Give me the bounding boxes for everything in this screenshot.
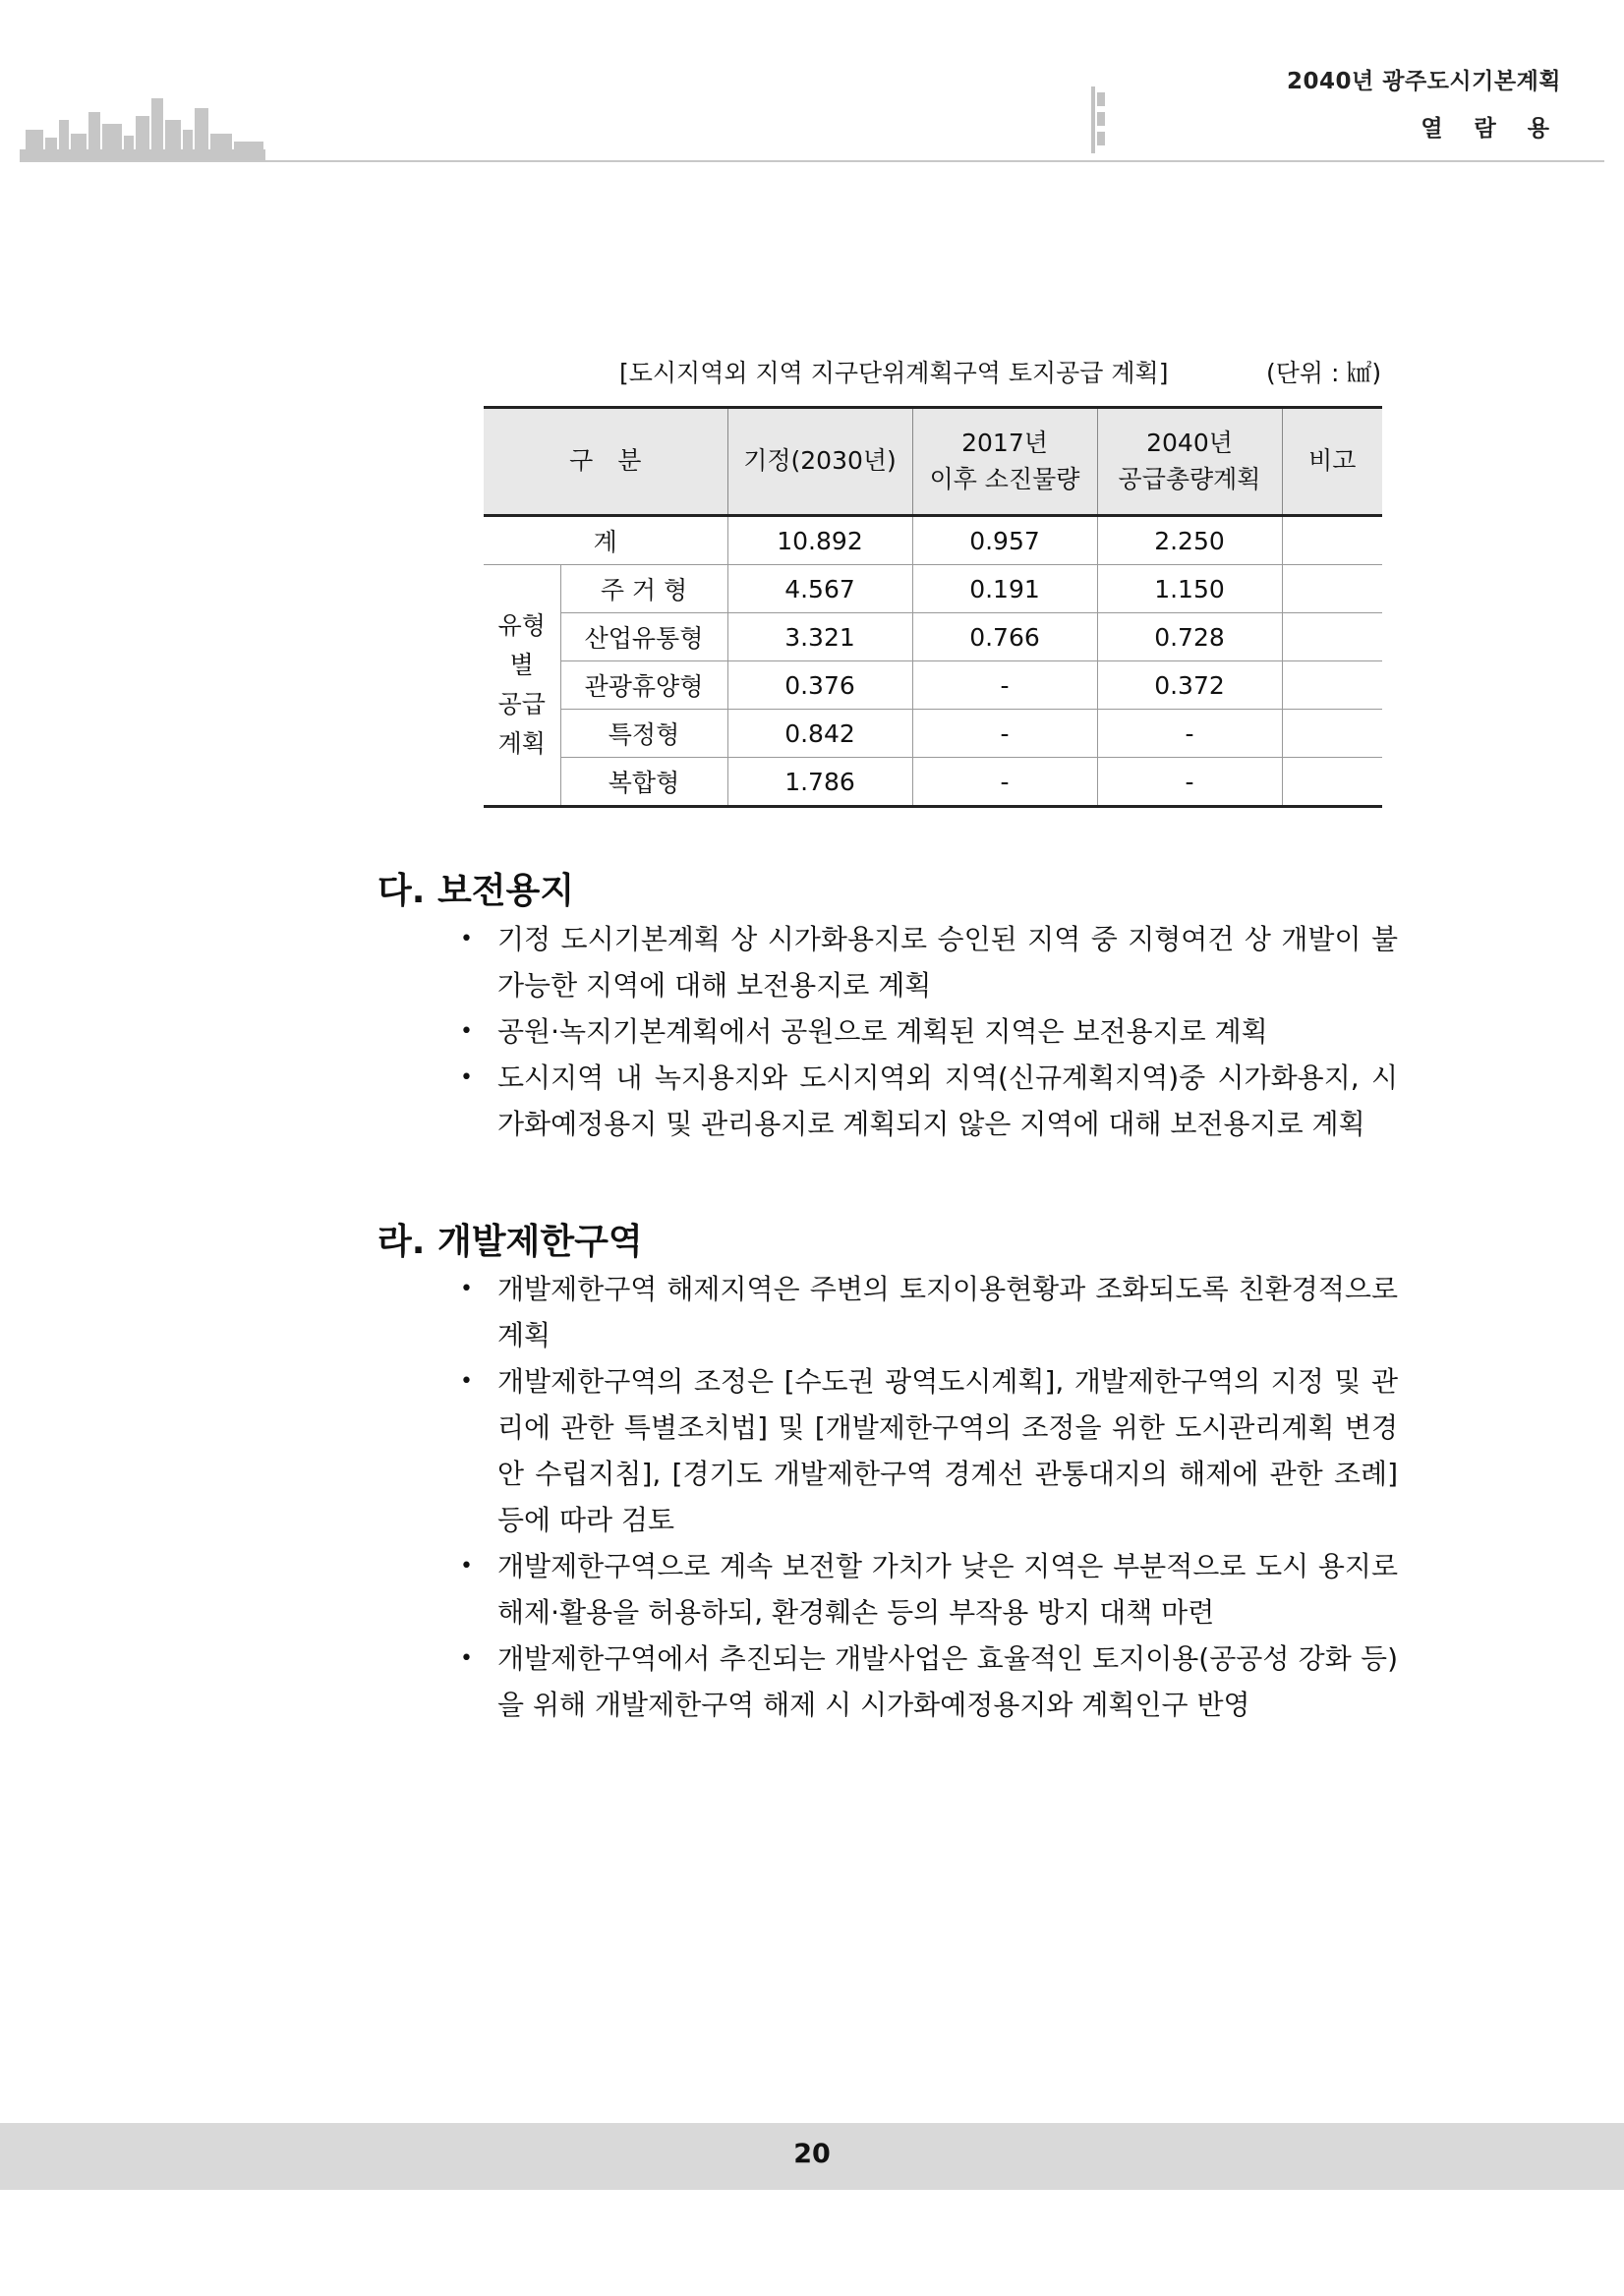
cell-consumed: - — [912, 758, 1097, 807]
header-supply-line1: 2040년 — [1146, 429, 1233, 458]
cell-consumed: - — [912, 710, 1097, 758]
header-consumed-line2: 이후 소진물량 — [929, 464, 1080, 493]
document-subtitle: 열 람 용 — [1421, 116, 1561, 142]
page-number: 20 — [793, 2139, 831, 2169]
table-row — [484, 758, 1382, 807]
table-row — [484, 565, 1382, 613]
list-item-text: 개발제한구역의 조정은 [수도권 광역도시계획], 개발제한구역의 지정 및 관리에 관한 특별조치법] 및 [개발제한구역의 조정을 위한 도시관리계획 변경안 수립지침], [경기도 개발제한구역 경계선 관통대지의 해제에 관한 조례] 등에 따라 검토 — [497, 1365, 1398, 1536]
cell-existing: 3.321 — [727, 613, 912, 661]
cell-existing: 0.842 — [727, 710, 912, 758]
cell-note — [1282, 613, 1382, 661]
cell-type: 관광휴양형 — [560, 661, 727, 710]
cell-type: 주 거 형 — [560, 565, 727, 613]
header-existing: 기정(2030년) — [727, 408, 912, 516]
cell-supply: 0.372 — [1097, 661, 1282, 710]
header-rule — [20, 160, 1604, 162]
document-title: 2040년 광주도시기본계획 — [1287, 69, 1561, 94]
bullet-dot-icon: • — [460, 1065, 473, 1090]
group-label-line2: 공급 — [497, 690, 546, 718]
conservation-bullet-list — [454, 916, 1398, 1147]
header-consumed-line1: 2017년 — [961, 429, 1048, 458]
cell-existing: 1.786 — [727, 758, 912, 807]
cell-type: 복합형 — [560, 758, 727, 807]
cell-consumed: 0.766 — [912, 613, 1097, 661]
table-caption: [도시지역외 지역 지구단위계획구역 토지공급 계획] — [619, 359, 1169, 387]
table-row — [484, 661, 1382, 710]
list-item — [460, 1543, 1398, 1636]
group-label-line1: 유형별 — [497, 611, 546, 679]
list-item — [460, 1358, 1398, 1543]
bullet-dot-icon: • — [460, 1554, 473, 1578]
table-header-row — [484, 408, 1382, 516]
cell-note — [1282, 758, 1382, 807]
cell-consumed: - — [912, 661, 1097, 710]
bullet-dot-icon: • — [460, 927, 473, 951]
bullet-dot-icon: • — [460, 1277, 473, 1301]
list-item — [460, 1008, 1398, 1055]
cell-total-existing: 10.892 — [727, 516, 912, 565]
list-item — [460, 1636, 1398, 1728]
table-row — [484, 613, 1382, 661]
section-title-greenbelt: 라. 개발제한구역 — [377, 1222, 643, 1262]
list-item-text: 개발제한구역으로 계속 보전할 가치가 낮은 지역은 부분적으로 도시 용지로 해제·활용을 허용하되, 환경훼손 등의 부작용 방지 대책 마련 — [497, 1550, 1398, 1629]
cell-group-label — [484, 565, 560, 807]
header-consumed — [912, 408, 1097, 516]
cell-supply: 0.728 — [1097, 613, 1282, 661]
cell-note — [1282, 710, 1382, 758]
cell-total-supply: 2.250 — [1097, 516, 1282, 565]
cell-supply: - — [1097, 710, 1282, 758]
list-item — [460, 1266, 1398, 1358]
cell-total-consumed: 0.957 — [912, 516, 1097, 565]
cell-note — [1282, 565, 1382, 613]
cell-supply: 1.150 — [1097, 565, 1282, 613]
table-row-total — [484, 516, 1382, 565]
cell-existing: 4.567 — [727, 565, 912, 613]
bullet-dot-icon: • — [460, 1369, 473, 1394]
cell-consumed: 0.191 — [912, 565, 1097, 613]
cell-note — [1282, 661, 1382, 710]
cell-total-label: 계 — [484, 516, 727, 565]
group-label-line3: 계획 — [497, 729, 546, 758]
cell-supply: - — [1097, 758, 1282, 807]
city-skyline-logo — [20, 90, 265, 161]
table-row — [484, 710, 1382, 758]
list-item-text: 도시지역 내 녹지용지와 도시지역외 지역(신규계획지역)중 시가화용지, 시가화예정용지 및 관리용지로 계획되지 않은 지역에 대해 보전용지로 계획 — [497, 1062, 1398, 1140]
section-title-conservation: 다. 보전용지 — [377, 871, 575, 911]
list-item-text: 개발제한구역 해제지역은 주변의 토지이용현황과 조화되도록 친환경적으로 계획 — [497, 1273, 1398, 1351]
table-unit: (단위 : ㎢) — [1266, 359, 1382, 387]
header-supply — [1097, 408, 1282, 516]
list-item-text: 개발제한구역에서 추진되는 개발사업은 효율적인 토지이용(공공성 강화 등)을 위해 개발제한구역 해제 시 시가화예정용지와 계획인구 반영 — [497, 1642, 1398, 1721]
header-category: 구 분 — [484, 408, 727, 516]
land-supply-table — [484, 406, 1382, 808]
cell-total-note — [1282, 516, 1382, 565]
bullet-dot-icon: • — [460, 1646, 473, 1671]
bullet-dot-icon: • — [460, 1019, 473, 1044]
header-note: 비고 — [1282, 408, 1382, 516]
list-item — [460, 916, 1398, 1008]
list-item-text: 공원·녹지기본계획에서 공원으로 계획된 지역은 보전용지로 계획 — [497, 1015, 1268, 1048]
list-item-text: 기정 도시기본계획 상 시가화용지로 승인된 지역 중 지형여건 상 개발이 불가능한 지역에 대해 보전용지로 계획 — [497, 923, 1398, 1002]
cell-type: 산업유통형 — [560, 613, 727, 661]
cell-type: 특정형 — [560, 710, 727, 758]
header-supply-line2: 공급총량계획 — [1118, 464, 1261, 493]
header-divider-mark — [1091, 86, 1105, 153]
list-item — [460, 1055, 1398, 1147]
greenbelt-bullet-list — [454, 1266, 1398, 1728]
cell-existing: 0.376 — [727, 661, 912, 710]
